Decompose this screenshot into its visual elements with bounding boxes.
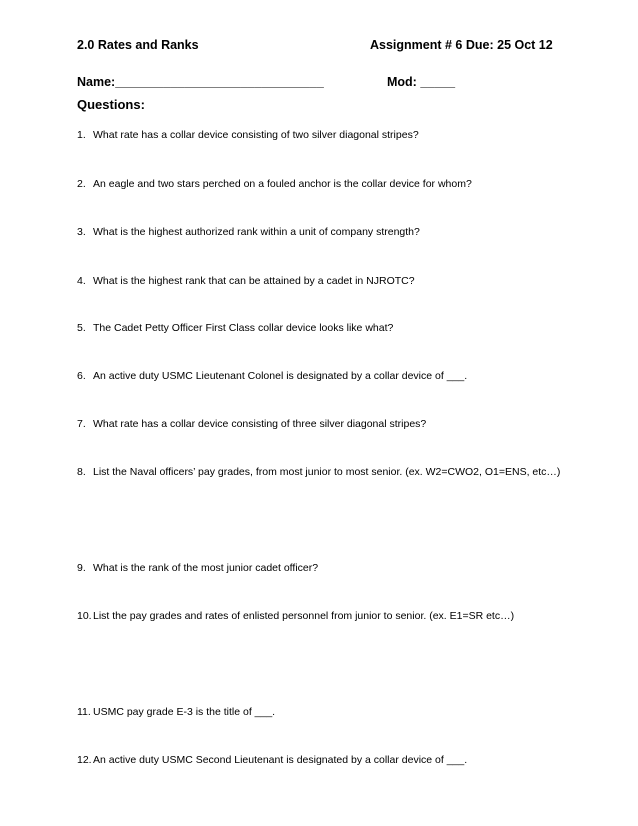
question-item: [77, 562, 318, 575]
question-text: What is the highest rank that can be attained by a cadet in NJROTC?: [93, 275, 415, 287]
question-number: 9.: [77, 562, 86, 574]
question-item: [77, 322, 393, 335]
question-number: 10.: [77, 610, 92, 622]
question-number: 11.: [77, 706, 91, 718]
question-number: 5.: [77, 322, 86, 334]
question-item: [77, 275, 415, 288]
question-item: [77, 706, 275, 719]
question-item: [77, 466, 560, 479]
question-text: List the pay grades and rates of enlisted personnel from junior to senior. (ex. E1=SR etc…): [93, 610, 515, 622]
question-number: 7.: [77, 418, 86, 430]
question-text: What is the highest authorized rank within a unit of company strength?: [93, 226, 420, 238]
question-text: An active duty USMC Lieutenant Colonel is designated by a collar device of ___.: [93, 370, 468, 382]
question-number: 8.: [77, 466, 86, 478]
question-number: 2.: [77, 178, 86, 190]
question-text: The Cadet Petty Officer First Class collar device looks like what?: [93, 322, 394, 334]
question-number: 1.: [77, 129, 86, 141]
question-number: 3.: [77, 226, 86, 238]
question-item: [77, 754, 467, 767]
question-item: [77, 610, 514, 623]
question-item: [77, 226, 420, 239]
question-text: An eagle and two stars perched on a fouled anchor is the collar device for whom?: [93, 178, 472, 190]
question-text: What rate has a collar device consisting of two silver diagonal stripes?: [93, 129, 419, 141]
question-number: 6.: [77, 370, 86, 382]
question-text: An active duty USMC Second Lieutenant is designated by a collar device of ___.: [93, 754, 468, 766]
name-line: Name:______________________________: [77, 75, 324, 89]
question-item: [77, 129, 419, 142]
questions-heading: Questions:: [77, 97, 145, 112]
question-text: USMC pay grade E-3 is the title of ___.: [93, 706, 276, 718]
mod-line: Mod: _____: [387, 75, 456, 89]
question-item: [77, 418, 426, 431]
assignment-due: Assignment # 6 Due: 25 Oct 12: [370, 38, 553, 52]
worksheet-title: 2.0 Rates and Ranks: [77, 38, 199, 52]
question-text: What is the rank of the most junior cadet officer?: [93, 562, 319, 574]
question-item: [77, 370, 467, 383]
question-number: 4.: [77, 275, 86, 287]
question-number: 12.: [77, 754, 92, 766]
question-text: List the Naval officers’ pay grades, from most junior to most senior. (ex. W2=CWO2, O1=ENS, etc…): [93, 466, 561, 478]
question-text: What rate has a collar device consisting of three silver diagonal stripes?: [93, 418, 427, 430]
question-item: [77, 178, 472, 191]
